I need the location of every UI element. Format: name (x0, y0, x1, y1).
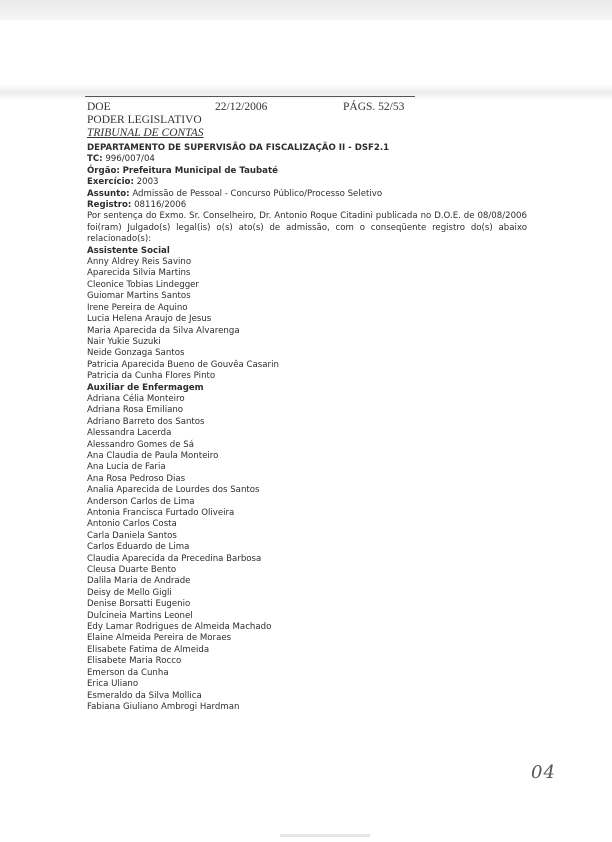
list-item: Adriana Célia Monteiro (87, 393, 185, 404)
tc-label: TC: (87, 154, 103, 165)
section-title: Auxiliar de Enfermagem (87, 382, 204, 393)
list-item: Claudia Aparecida da Precedina Barbosa (87, 553, 262, 564)
list-item: Anny Aldrey Reis Savino (87, 257, 192, 268)
paper-fold-shadow (0, 84, 612, 100)
header-top-row (87, 101, 527, 114)
publication-date: 22/12/2006 (215, 101, 268, 113)
list-item: Patricia da Cunha Flores Pinto (87, 371, 216, 382)
list-item: Deisy de Mello Gigli (87, 587, 172, 598)
list-item: Cleonice Tobias Lindegger (87, 279, 199, 290)
list-item: Elaine Almeida Pereira de Moraes (87, 633, 232, 644)
list-item: Alessandro Gomes de Sá (87, 439, 194, 450)
scan-top-edge (0, 0, 612, 20)
department-title: DEPARTAMENTO DE SUPERVISÃO DA FISCALIZAÇÃO II - DSF2.1 (87, 143, 390, 153)
list-item: Neide Gonzaga Santos (87, 348, 185, 359)
list-item: Dulcineia Martins Leonel (87, 610, 193, 621)
list-item: Emerson da Cunha (87, 667, 169, 678)
list-item: Guiomar Martins Santos (87, 291, 191, 302)
assunto-label: Assunto: (87, 188, 130, 199)
exercicio-line (87, 177, 527, 188)
list-item: Aparecida Silvia Martins (87, 268, 191, 279)
registro-value: 08116/2006 (134, 200, 187, 211)
tc-line (87, 154, 527, 165)
handwritten-page-number: 04 (531, 762, 556, 783)
registro-line (87, 200, 527, 211)
list-item: Ana Rosa Pedroso Dias (87, 473, 186, 484)
list-item: Alessandra Lacerda (87, 428, 172, 439)
list-item: Antonio Carlos Costa (87, 519, 177, 530)
registro-label: Registro: (87, 200, 132, 211)
list-item: Ana Lucia de Faria (87, 462, 166, 473)
orgao-line (87, 166, 527, 177)
list-item: Cleusa Duarte Bento (87, 565, 177, 576)
section-auxiliar-de-enfermagem (87, 383, 527, 714)
list-item: Elisabete Maria Rocco (87, 656, 182, 667)
list-item: Denise Borsatti Eugenio (87, 599, 191, 610)
header-rule (85, 96, 415, 97)
list-item: Esmeraldo da Silva Mollica (87, 690, 202, 701)
sentence-paragraph: Por sentença do Exmo. Sr. Conselheiro, Dr. Antonio Roque Citadini publicada no D.O.E. de 08/08/2006 foi(ram) Julgado(s) legal(is) o(s) ato(s) de admissão, com o conseqüente registro do(s) abaixo relacionado(s): (87, 211, 527, 245)
list-item: Erica Uliano (87, 679, 139, 690)
list-item: Lucia Helena Araujo de Jesus (87, 314, 212, 325)
page-header (87, 101, 527, 140)
section-assistente-social (87, 246, 527, 383)
orgao-value: Prefeitura Municipal de Taubaté (122, 165, 278, 176)
list-item: Irene Pereira de Aquino (87, 302, 188, 313)
tc-value: 996/007/04 (105, 154, 155, 165)
list-item: Carlos Eduardo de Lima (87, 542, 190, 553)
list-item: Dalila Maria de Andrade (87, 576, 191, 587)
list-item: Analia Aparecida de Lourdes dos Santos (87, 485, 260, 496)
list-item: Antonia Francisca Furtado Oliveira (87, 508, 235, 518)
doe-label: DOE (87, 101, 111, 113)
list-item: Maria Aparecida da Silva Alvarenga (87, 325, 240, 336)
assunto-value: Admissão de Pessoal - Concurso Público/Processo Seletivo (132, 188, 383, 199)
page-range: PÁGS. 52/53 (343, 101, 405, 113)
assunto-line (87, 189, 527, 200)
list-item: Patricia Aparecida Bueno de Gouvêa Casarin (87, 359, 279, 370)
document-body (87, 143, 527, 713)
list-item: Nair Yukie Suzuki (87, 336, 161, 347)
list-item: Elisabete Fatima de Almeida (87, 644, 210, 655)
orgao-label: Órgão: (87, 165, 120, 176)
exercicio-value: 2003 (136, 177, 159, 188)
list-item: Edy Lamar Rodrigues de Almeida Machado (87, 622, 272, 633)
list-item: Ana Claudia de Paula Monteiro (87, 450, 219, 461)
poder-legislativo: PODER LEGISLATIVO (87, 114, 202, 126)
list-item: Adriana Rosa Emiliano (87, 405, 184, 416)
list-item: Fabiana Giuliano Ambrogi Hardman (87, 701, 240, 712)
list-item: Adriano Barreto dos Santos (87, 416, 205, 427)
list-item: Carla Daniela Santos (87, 530, 177, 541)
scan-bottom-mark (280, 834, 370, 837)
tribunal-de-contas: TRIBUNAL DE CONTAS (87, 127, 204, 139)
exercicio-label: Exercício: (87, 177, 134, 188)
section-title: Assistente Social (87, 245, 170, 256)
list-item: Anderson Carlos de Lima (87, 496, 195, 507)
